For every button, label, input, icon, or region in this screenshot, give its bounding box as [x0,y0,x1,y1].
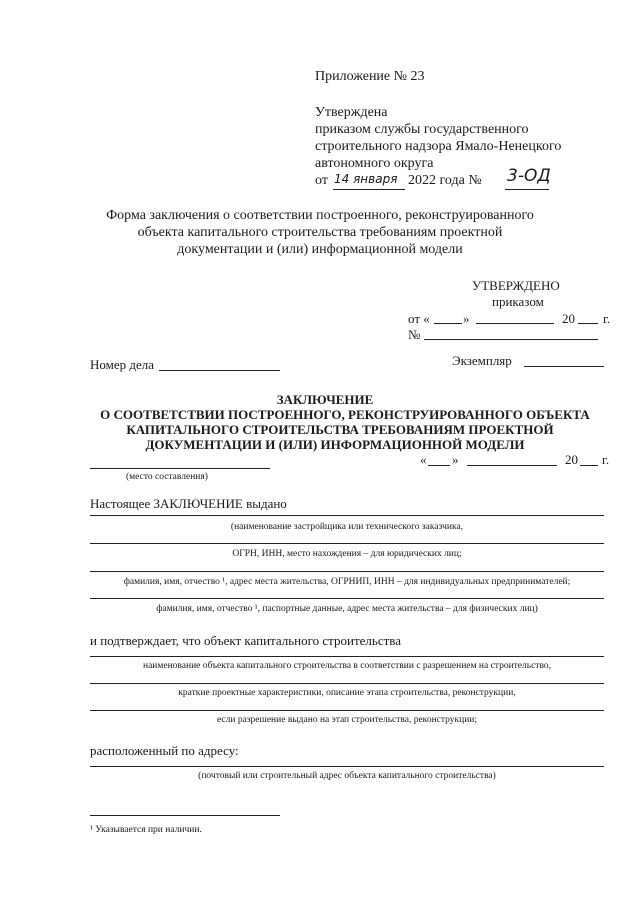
approval-day-field [434,323,462,324]
order-line-2: строительного надзора Ямало-Ненецкого [315,139,562,154]
order-number-underline [505,189,549,190]
issued-to-field-3 [90,571,604,572]
issued-to-field-4 [90,598,604,599]
caption-stage: если разрешение выдано на этап строительства, реконструкции; [216,715,478,725]
approval-number-sign: № [408,327,421,342]
object-field-3 [90,710,604,711]
approval-number-field [424,339,598,340]
caption-developer: (наименование застройщика или технического заказчика, [230,522,464,532]
conclusion-date-open: « [420,452,427,467]
caption-individual: фамилия, имя, отчество ¹, паспортные данные, адрес места жительства – для физических лиц) [156,604,538,614]
conclusion-year-suffix: г. [602,452,610,467]
approval-month-field [476,323,554,324]
conclusion-heading: ЗАКЛЮЧЕНИЕ [276,392,374,407]
approval-year-field [578,323,598,324]
conclusion-day-field [428,465,450,466]
order-year: 2022 года № [408,173,482,188]
approval-year-suffix: г. [603,311,611,326]
conclusion-year-field [580,465,598,466]
copy-label: Экземпляр [452,353,512,368]
form-title-line-2: объекта капитального строительства требованиям проектной [137,225,503,240]
located-text: расположенный по адресу: [90,743,239,758]
order-date-handwritten: 14 января [334,172,398,186]
form-title-line-3: документации и (или) информационной модели [177,242,463,257]
caption-characteristics: краткие проектные характеристики, описание этапа строительства, реконструкции, [178,688,516,698]
conclusion-month-field [467,465,557,466]
copy-field [524,366,604,367]
issued-to-field-1 [90,515,604,516]
approved-label: Утверждена [315,105,388,120]
approval-order: приказом [492,294,544,309]
approval-year: 20 [562,311,575,326]
conclusion-date-close: » [452,452,459,467]
place-field [90,468,270,469]
footnote-text: ¹ Указывается при наличии. [90,825,202,835]
object-field-2 [90,683,604,684]
confirms-text: и подтверждает, что объект капитального строительства [90,633,402,648]
footnote-separator [90,815,280,816]
order-number-handwritten: 3-ОД [507,166,551,186]
annex-title: Приложение № 23 [315,69,425,84]
issued-to-field-2 [90,543,604,544]
order-line-3: автономного округа [315,156,434,171]
case-number-field [159,370,280,371]
conclusion-line-1: О СООТВЕТСТВИИ ПОСТРОЕННОГО, РЕКОНСТРУИРОВАННОГО ОБЪЕКТА [100,407,590,422]
place-caption: (место составления) [126,472,208,482]
caption-entrepreneur: фамилия, имя, отчество ¹, адрес места жительства, ОГРНИП, ИНН – для индивидуальных предпринимателей; [123,577,571,587]
conclusion-year: 20 [565,452,578,467]
conclusion-line-3: ДОКУМЕНТАЦИИ И (ИЛИ) ИНФОРМАЦИОННОЙ МОДЕЛИ [145,437,525,452]
order-date-prefix: от [315,173,328,188]
conclusion-line-2: КАПИТАЛЬНОГО СТРОИТЕЛЬСТВА ТРЕБОВАНИЯМ ПРОЕКТНОЙ [126,422,554,437]
case-number-label: Номер дела [90,357,155,372]
address-field [90,766,604,767]
form-title-line-1: Форма заключения о соответствии построенного, реконструированного [106,208,534,223]
caption-legal-entity: ОГРН, ИНН, место нахождения – для юридических лиц; [232,549,462,559]
approval-date-from: от « [408,311,430,326]
approval-heading: УТВЕРЖДЕНО [472,278,560,293]
issued-to-text: Настоящее ЗАКЛЮЧЕНИЕ выдано [90,496,287,511]
caption-address: (почтовый или строительный адрес объекта капитального строительства) [198,771,496,781]
object-field-1 [90,656,604,657]
caption-object-name: наименование объекта капитального строительства в соответствии с разрешением на строительство, [142,661,552,671]
order-line-1: приказом службы государственного [315,122,529,137]
approval-date-close: » [463,311,470,326]
order-date-underline [333,189,405,190]
